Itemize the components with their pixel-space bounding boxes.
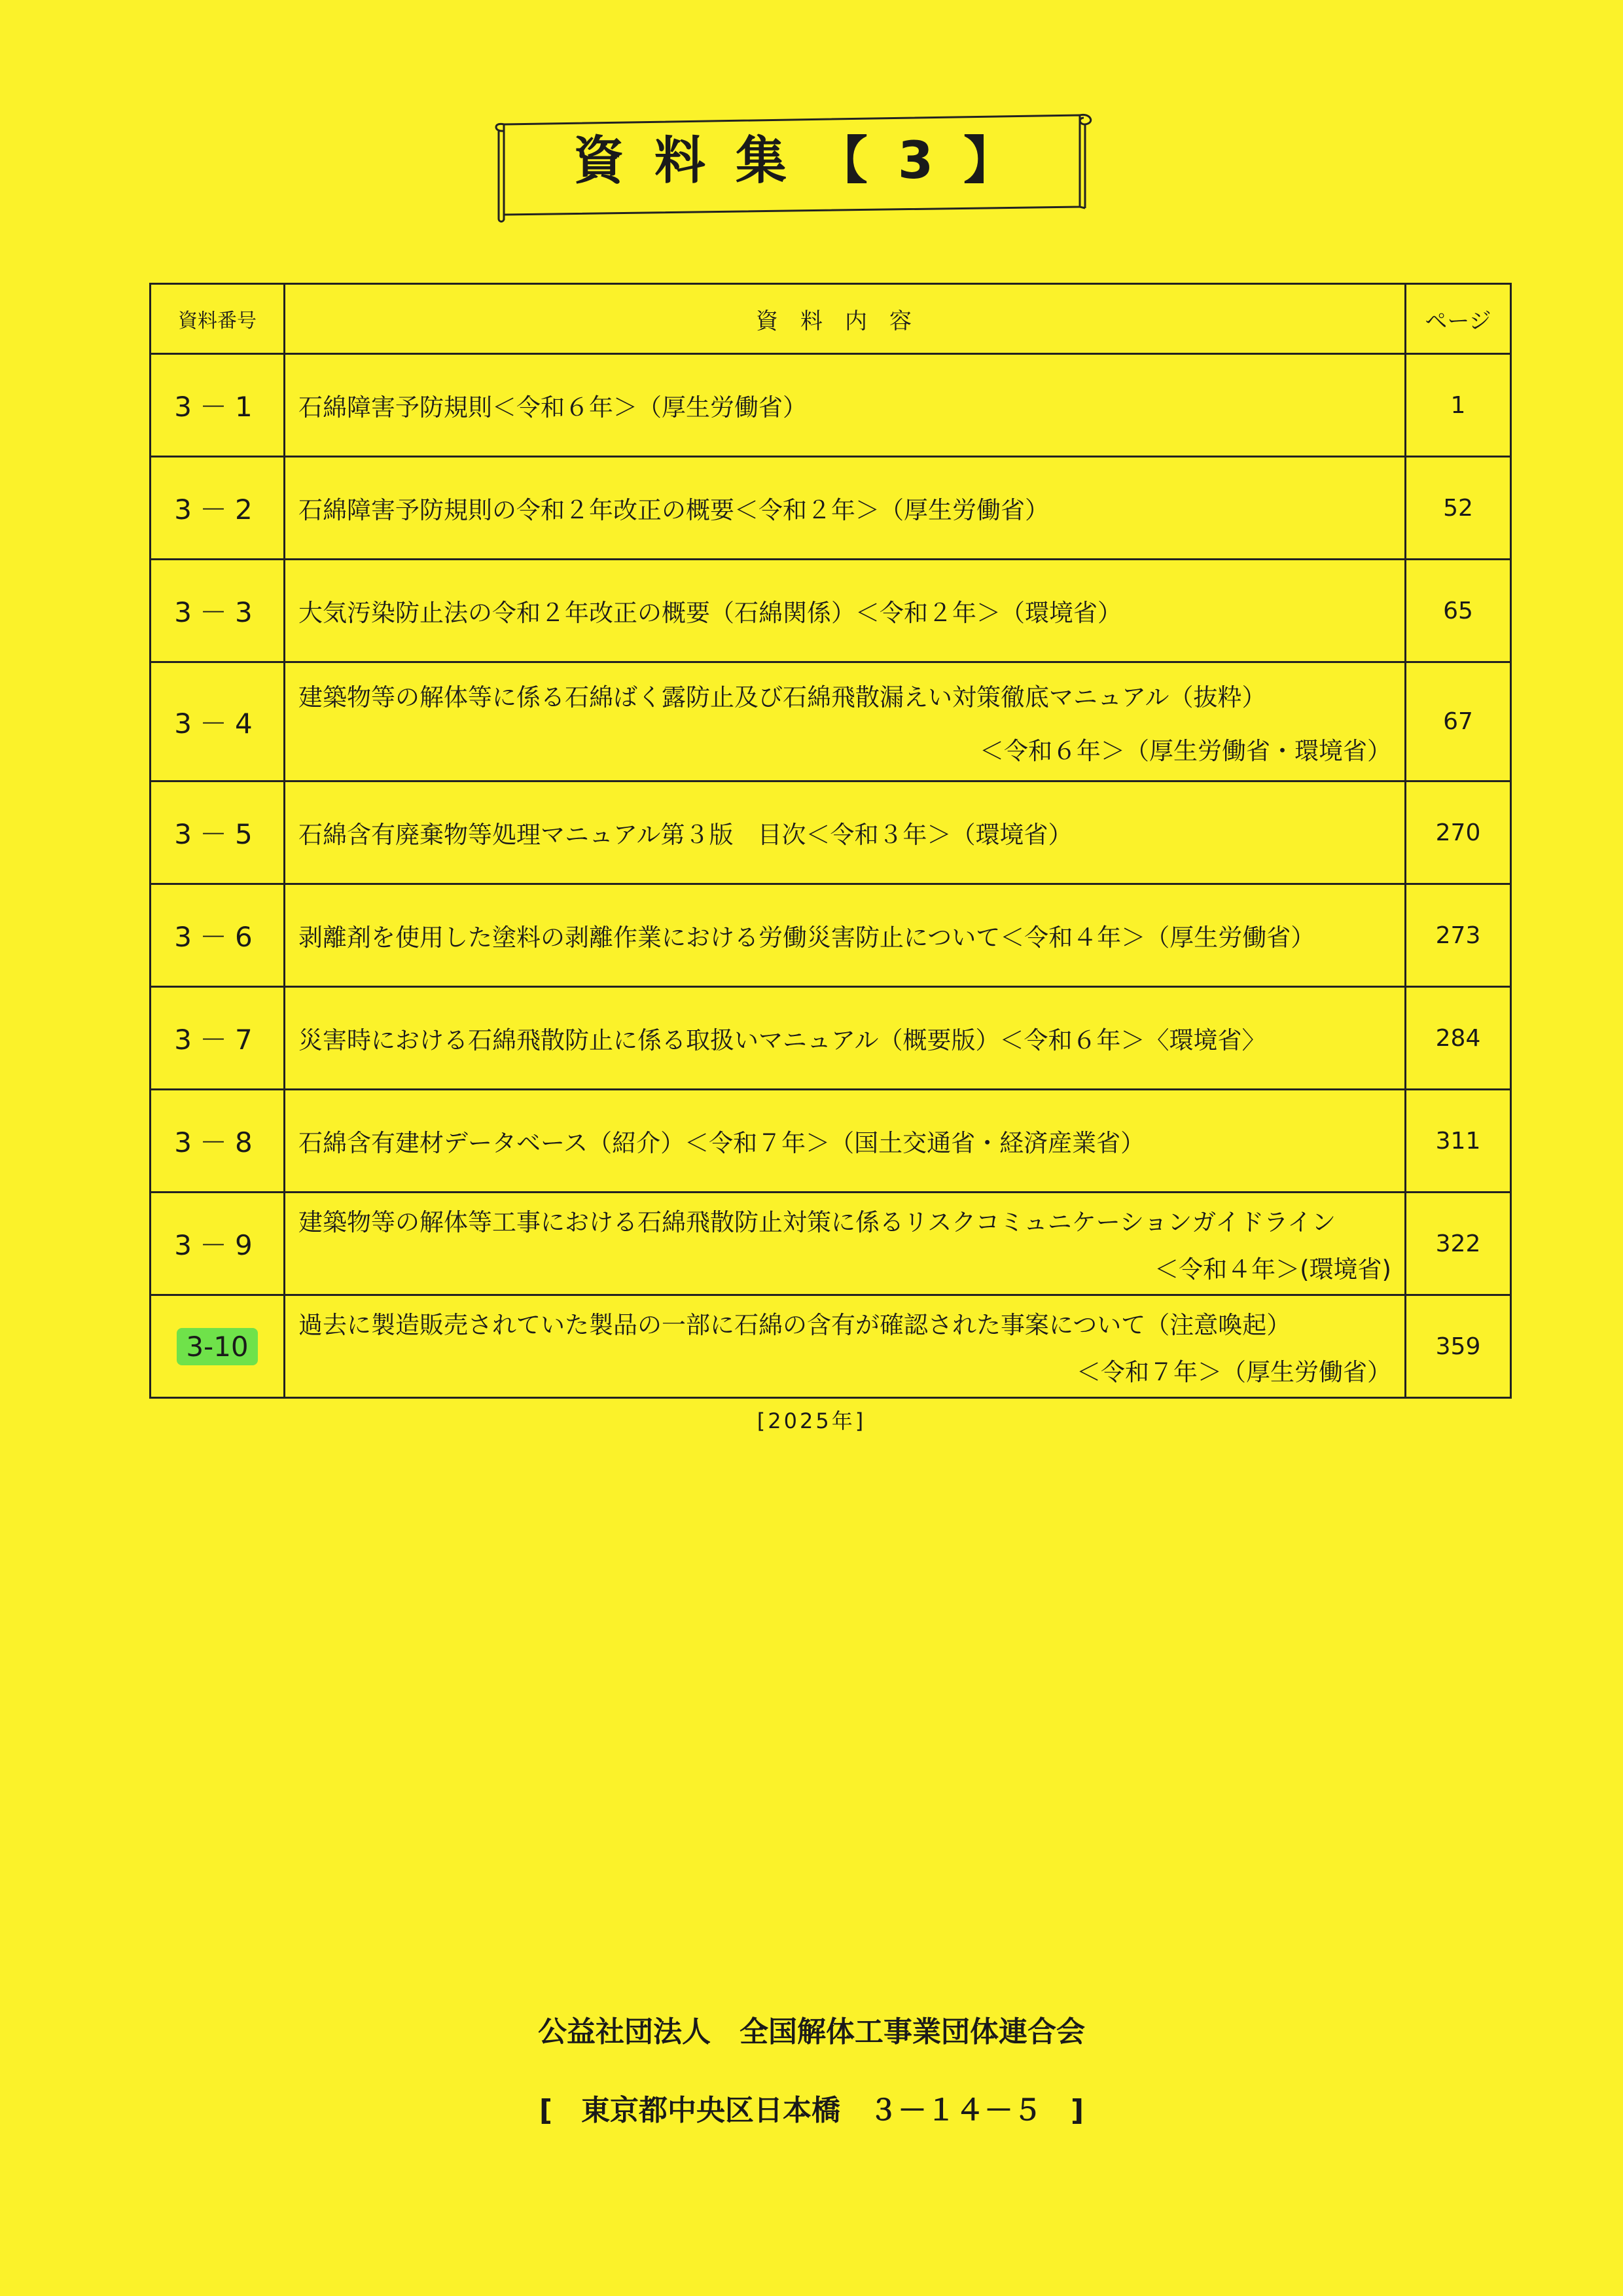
row-content-line1: 建築物等の解体等工事における石綿飛散防止対策に係るリスクコミュニケーションガイドライン: [298, 1208, 1336, 1236]
row-content-line1: 石綿障害予防規則＜令和６年＞（厚生労働省）: [298, 393, 807, 422]
row-content-line2: ＜令和６年＞（厚生労働省・環境省）: [980, 736, 1391, 765]
organization-address: [ 東京都中央区日本橋 ３－１４－５ ]: [539, 2094, 1084, 2127]
table-row: [151, 987, 1511, 1090]
row-content: [285, 560, 1406, 662]
row-content: [285, 662, 1406, 781]
contents-table: [149, 283, 1512, 1399]
row-page: 1: [1406, 354, 1511, 457]
organization-name: 公益社団法人 全国解体工事業団体連合会: [538, 2015, 1085, 2049]
table-row: [151, 354, 1511, 457]
row-number: 3－7: [151, 987, 285, 1090]
row-page: 65: [1406, 560, 1511, 662]
table-header-row: [151, 284, 1511, 354]
row-content: [285, 1295, 1406, 1398]
row-content: [285, 987, 1406, 1090]
row-number: 3－6: [151, 884, 285, 987]
year-note: [2025年]: [757, 1408, 866, 1433]
table-row: [151, 457, 1511, 560]
row-number: 3－9: [151, 1193, 285, 1295]
table-row: [151, 1090, 1511, 1193]
row-number: 3－2: [151, 457, 285, 560]
row-number: 3－5: [151, 781, 285, 884]
table-row: [151, 781, 1511, 884]
table-row: [151, 884, 1511, 987]
row-page: 322: [1406, 1193, 1511, 1295]
row-content-line1: 剥離剤を使用した塗料の剥離作業における労働災害防止について＜令和４年＞（厚生労働省）: [298, 924, 1315, 952]
row-page: 311: [1406, 1090, 1511, 1193]
header-content: 資料内容: [285, 284, 1406, 354]
table-row: [151, 1193, 1511, 1295]
row-page: 52: [1406, 457, 1511, 560]
row-content-line1: 大気汚染防止法の令和２年改正の概要（石綿関係）＜令和２年＞（環境省）: [298, 599, 1122, 627]
row-content: [285, 884, 1406, 987]
header-page: ページ: [1406, 284, 1511, 354]
row-number: 3－4: [151, 662, 285, 781]
row-content-line1: 石綿含有廃棄物等処理マニュアル第３版 目次＜令和３年＞（環境省）: [298, 821, 1073, 849]
table-row: [151, 662, 1511, 781]
row-content-line2: ＜令和７年＞（厚生労働省）: [1077, 1358, 1391, 1386]
row-page: 270: [1406, 781, 1511, 884]
row-content-line1: 石綿障害予防規則の令和２年改正の概要＜令和２年＞（厚生労働省）: [298, 496, 1049, 524]
row-page: 67: [1406, 662, 1511, 781]
row-content-line1: 過去に製造販売されていた製品の一部に石綿の含有が確認された事案について（注意喚起）: [298, 1311, 1291, 1339]
row-content-line1: 災害時における石綿飛散防止に係る取扱いマニュアル（概要版）＜令和６年＞〈環境省〉: [298, 1026, 1266, 1054]
row-content: [285, 1090, 1406, 1193]
row-content: [285, 457, 1406, 560]
highlighted-number: 3-10: [177, 1328, 257, 1365]
row-content: [285, 1193, 1406, 1295]
row-content-line1: 建築物等の解体等に係る石綿ばく露防止及び石綿飛散漏えい対策徹底マニュアル（抜粋）: [298, 683, 1266, 711]
row-number: 3－8: [151, 1090, 285, 1193]
header-number: 資料番号: [151, 284, 285, 354]
row-number: [151, 1295, 285, 1398]
table-row: [151, 560, 1511, 662]
title-banner: [490, 110, 1098, 223]
row-content: [285, 781, 1406, 884]
row-page: 284: [1406, 987, 1511, 1090]
row-number: 3－3: [151, 560, 285, 662]
row-page: 359: [1406, 1295, 1511, 1398]
row-number: 3－1: [151, 354, 285, 457]
row-content: [285, 354, 1406, 457]
row-content-line1: 石綿含有建材データベース（紹介）＜令和７年＞（国土交通省・経済産業省）: [298, 1129, 1145, 1157]
table-row: [151, 1295, 1511, 1398]
row-page: 273: [1406, 884, 1511, 987]
document-title: 資料集【3】: [573, 132, 1045, 190]
row-content-line2: ＜令和４年＞(環境省): [1154, 1255, 1391, 1283]
